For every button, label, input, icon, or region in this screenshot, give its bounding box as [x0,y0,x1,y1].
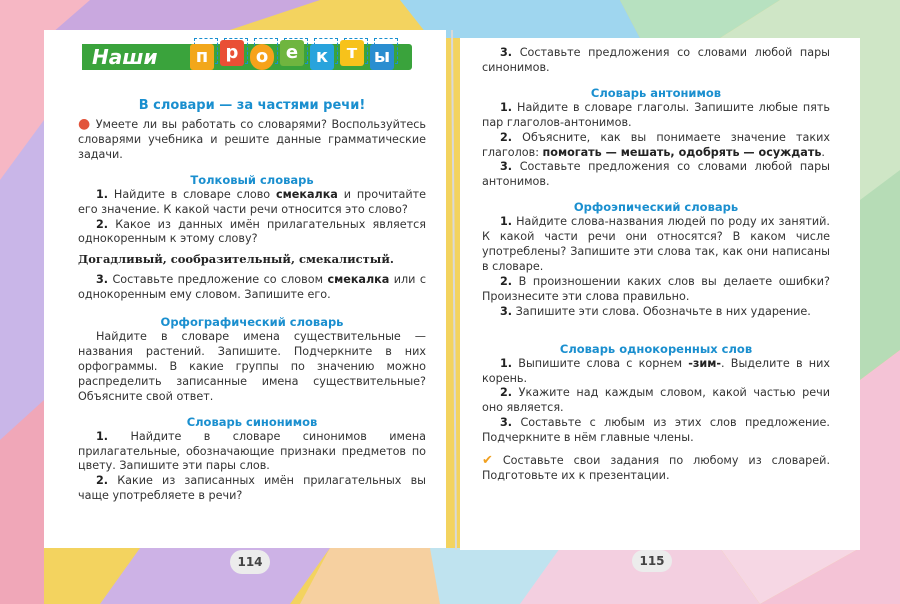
page-number-right: 115 [632,550,672,572]
antonimy-task-2: 2. Объясните, как вы понимаете значение таких глаголов: помогать — мешать, одобрять — осуждать. [482,130,830,159]
antonimy-task-1: 1. Найдите в словаре глаголы. Запишите любые пять пар глаголов-антонимов. [482,100,830,129]
project-header [44,30,446,82]
odnokorennye-task-1: 1. Выпишите слова с корнем -зим-. Выделите в них корень. [482,356,830,385]
orfoepiya-task-1: 1. Найдите слова-названия людей по роду их занятий. К какой части речи они относятся? В каком числе употреблены? Запишите эти слова так, как они написаны в словаре. [482,215,830,273]
tolkovy-task-3: 3. Составьте предложение со словом смекалка или с однокоренным ему словом. Запишите его. [78,273,427,302]
heading-odnokorennye: Словарь однокоренных слов [559,341,753,356]
orfograf-task: Найдите в словаре имена существительные — названия растений. Запишите. Подчеркните в них орфограммы. В какие группы по значению можно распределить записанные имена существительные? Объясните свой ответ. [78,330,426,403]
header-letters [190,30,450,82]
orfoepiya-task-2: 2. В произношении каких слов вы делаете ошибки? Произнесите эти слова правильно. [482,274,830,303]
intro-text [78,117,426,163]
sinonimy-task-1: 1. Найдите в словаре синонимов имена прилагательные, обозначающие признаки предметов по цвету. Запишите эти пары слов. [78,429,426,473]
page-number-left: 114 [230,550,270,574]
heading-orfoepiya: Орфоэпический словарь [573,200,739,215]
tolkovy-task-2: 2. Какое из данных имён прилагательных является однокоренным к этому слову? [78,217,426,246]
heading-tolkovy: Толковый словарь [190,172,314,187]
header-letter: е [280,40,304,66]
heading-sinonimy: Словарь синонимов [186,414,318,429]
intro-content: Умеете ли вы работать со словарями? Воспользуйтесь словарями учебника и решите данные грамматические задачи. [78,118,427,161]
final-task: ✔ Составьте свои задания по любому из словарей. Подготовьте их к презентации. [482,453,830,482]
odnokorennye-task-2: 2. Укажите над каждым словом, какой частью речи оно является. [482,386,830,415]
header-letter: ы [370,44,394,70]
tolkovy-words: Догадливый, сообразительный, смекалистый. [78,252,394,267]
header-letter: п [190,44,214,70]
bullet-dot: ● [78,116,92,132]
header-letter: к [310,44,334,70]
checkmark-icon: ✔ [482,453,493,469]
orfoepiya-task-3: 3. Запишите эти слова. Обозначьте в них ударение. [500,304,811,318]
antonimy-task-3: 3. Составьте предложения со словами любой пары антонимов. [482,160,831,189]
header-letter: о [250,44,274,70]
header-letter: р [220,40,244,66]
odnokorennye-task-3: 3. Составьте с любым из этих слов предложение. Подчеркните в нём главные члены. [482,416,830,445]
tolkovy-task-1: 1. Найдите в словаре слово смекалка и прочитайте его значение. К какой части речи относится это слово? [78,187,427,216]
heading-antonimy: Словарь антонимов [590,85,722,100]
heading-orfograf: Орфографический словарь [160,315,344,330]
header-word1: Наши [92,45,158,69]
header-letter: т [340,40,364,66]
sinonimy-task-2: 2. Какие из записанных имён прилагательных вы чаще употребляете в речи? [78,474,426,503]
left-page [44,30,446,569]
right-top-task: 3. Составьте предложения со словами любой пары синонимов. [482,46,831,74]
right-page [460,38,860,568]
left-title: В словари — за частями речи! [138,98,366,113]
